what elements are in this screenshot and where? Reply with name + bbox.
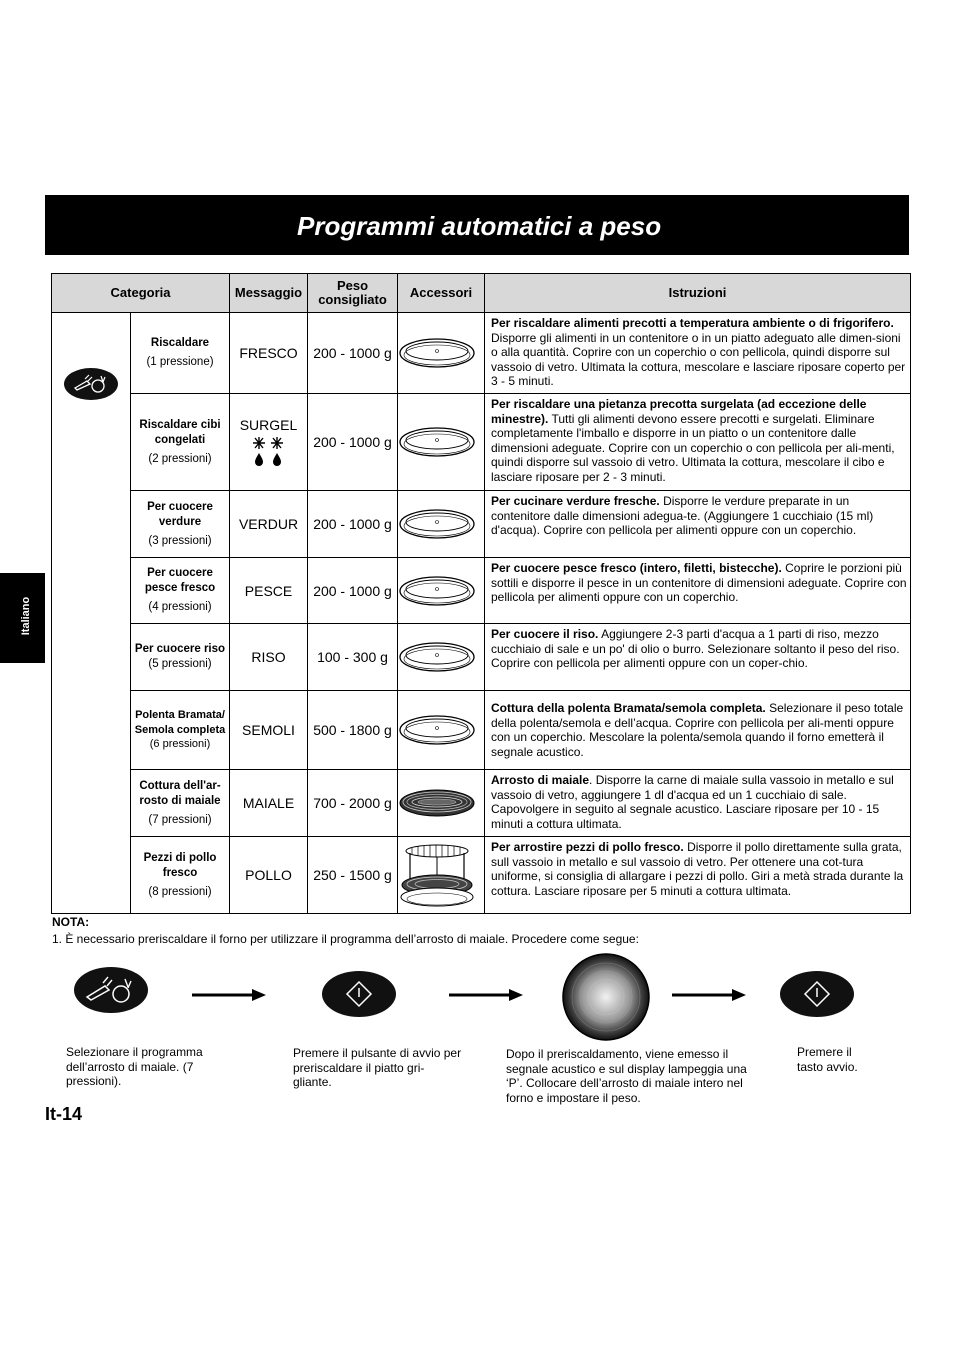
instruction-text: Disporre gli alimenti in un contenitore o in un piatto adeguato alle dimen-sioni o alla quantità. Coprire con un coperchio o con pellicola, quindi disporre sul vassoio di vetro. Ultimata la cottura, mescolare e lasciare riposare coperto per 3 - 5 minuti. xyxy=(491,330,906,388)
table-row xyxy=(52,624,911,691)
glass-tray-icon xyxy=(398,508,476,540)
instruction-text: . Disporre la carne di maiale sulla vassoio in metallo e sul vassoio di vetro, aggiungere 1 dl d'acqua ed un 1 cucchiaio di sale. Capovolgere in seguito al segnale acustico. Lasciare riposare per 10 - 15 minuti a cottura ultimata. xyxy=(491,773,894,831)
table-row xyxy=(52,558,911,624)
accessory-cell xyxy=(398,624,485,691)
category-cell xyxy=(131,394,230,491)
category-cell xyxy=(131,837,230,914)
instruction-title: Per riscaldare alimenti precotti a temperatura ambiente o di frigorifero. xyxy=(491,316,894,330)
instruction-cell xyxy=(485,558,911,624)
instruction-title: Per arrostire pezzi di pollo fresco. xyxy=(491,840,684,854)
table-row xyxy=(52,770,911,837)
programs-table xyxy=(51,273,911,914)
instruction-cell xyxy=(485,691,911,770)
category-name: Polenta Bramata/ Semola completa xyxy=(134,709,226,736)
message-cell: SEMOLI xyxy=(230,691,308,770)
accessory-cell xyxy=(398,394,485,491)
accessory-cell xyxy=(398,691,485,770)
instruction-cell xyxy=(485,624,911,691)
category-cell xyxy=(131,313,230,394)
category-name: Cottura dell'ar-rosto di maiale xyxy=(139,779,221,807)
accessory-cell xyxy=(398,313,485,394)
weight-program-button-icon xyxy=(73,965,149,1015)
instruction-text: Tutti gli alimenti devono essere precotti e surgelati. Eliminare completamente l'imballo e disporre in un piatto o un contenitore dalle dimensioni adeguate. Coprire con un coperchio o con pellicola per ali-menti, quindi disporre sul vassoio di vetro. Ultimata la cottura, mescolare il cibo e lasciare riposare per 2 - 3 minuti. xyxy=(491,411,895,484)
arrow-right-icon xyxy=(192,987,266,1003)
step-2-text: Premere il pulsante di avvio per preriscaldare il piatto gri-gliante. xyxy=(293,1046,462,1089)
instruction-title: Per cuocere il riso. xyxy=(491,627,599,641)
table-row xyxy=(52,691,911,770)
instruction-title: Arrosto di maiale xyxy=(491,773,590,787)
nota-label: NOTA: xyxy=(52,915,90,929)
weight-cell: 700 - 2000 g xyxy=(308,770,398,837)
message-cell: FRESCO xyxy=(230,313,308,394)
weight-cell: 100 - 300 g xyxy=(308,624,398,691)
accessory-cell xyxy=(398,770,485,837)
category-icon-cell xyxy=(52,313,131,914)
category-presses: (2 pressioni) xyxy=(148,452,212,465)
category-cell xyxy=(131,624,230,691)
language-tab-label: Italiano xyxy=(20,596,32,636)
step-3-text: Dopo il preriscaldamento, viene emesso il segnale acustico e sul display lampeggia una ‘P’. Collocare dell’arrosto di maiale intero nel forno e impostare il peso. xyxy=(506,1047,747,1105)
header-messaggio: Messaggio xyxy=(230,274,308,313)
instruction-title: Per riscaldare una pietanza precotta surgelata (ad eccezione delle minestre). xyxy=(491,397,867,426)
header-categoria: Categoria xyxy=(52,274,230,313)
nota-text: 1. È necessario preriscaldare il forno per utilizzare il programma dell’arrosto di maiale. Procedere come segue: xyxy=(52,932,639,946)
arrow-right-icon xyxy=(449,987,523,1003)
category-presses: (4 pressioni) xyxy=(148,601,212,613)
weight-program-icon xyxy=(63,366,130,402)
category-presses: (3 pressioni) xyxy=(148,534,212,547)
start-button-icon xyxy=(321,970,397,1018)
glass-tray-icon xyxy=(398,337,476,369)
message-cell: RISO xyxy=(230,624,308,691)
rack-on-trays-icon xyxy=(398,841,476,909)
header-accessori: Accessori xyxy=(398,274,485,313)
instruction-cell xyxy=(485,770,911,837)
message-text: SURGEL xyxy=(239,417,298,433)
message-cell: VERDUR xyxy=(230,491,308,558)
instruction-text: Coprire le porzioni più sottili e disporre il pesce in un contenitore di dimensioni adeguate. Coprire con pellicola per alimenti oppure con un coperchio. xyxy=(491,561,907,604)
category-name: Per cuocere pesce fresco xyxy=(144,567,216,594)
category-presses: (8 pressioni) xyxy=(148,885,212,898)
category-presses: (1 pressione) xyxy=(146,356,214,368)
weight-cell: 500 - 1800 g xyxy=(308,691,398,770)
page-number: It-14 xyxy=(45,1104,83,1124)
instruction-text: Selezionare il peso totale della polenta/semola e dell’acqua. Coprire con pellicola per ali-menti oppure con un coperchio. Mescolare la polenta/semola quando il forno emetterà il segnale acustico. xyxy=(491,701,904,759)
language-tab xyxy=(0,573,45,663)
category-cell xyxy=(131,691,230,770)
instruction-title: Per cucinare verdure fresche. xyxy=(491,494,660,508)
table-row xyxy=(52,394,911,491)
accessory-cell xyxy=(398,837,485,914)
glass-tray-icon xyxy=(398,575,476,607)
arrow-right-icon xyxy=(672,987,746,1003)
table-row xyxy=(52,837,911,914)
category-cell xyxy=(131,770,230,837)
glass-tray-icon xyxy=(398,641,476,673)
instruction-cell xyxy=(485,837,911,914)
dial-icon xyxy=(562,953,650,1041)
header-istruzioni: Istruzioni xyxy=(485,274,911,313)
instruction-cell xyxy=(485,394,911,491)
page-title: Programmi automatici a peso xyxy=(297,211,662,241)
category-name: Riscaldare cibi congelati xyxy=(139,418,221,446)
start-button-icon xyxy=(779,970,855,1018)
instruction-title: Per cuocere pesce fresco (intero, filetti, bistecche). xyxy=(491,561,782,575)
glass-tray-icon xyxy=(398,426,476,458)
table-row xyxy=(52,313,911,394)
nota-heading xyxy=(52,915,89,929)
table-row xyxy=(52,491,911,558)
snowflake-drops-icon xyxy=(249,435,289,467)
weight-cell: 200 - 1000 g xyxy=(308,313,398,394)
instruction-text: Disporre il pollo direttamente sulla grata, sull vassoio in metallo e sul vassoio di vetro. Per ottenere una cot-tura uniforme, si consiglia di allargare i pezzi di pollo. Giri a metà strada durante la cottura. Lasciare riposare per 5 minuti a cottura ultimata. xyxy=(491,840,904,898)
table-header-row xyxy=(52,274,911,313)
instruction-cell xyxy=(485,491,911,558)
instruction-title: Cottura della polenta Bramata/semola completa. xyxy=(491,701,766,715)
category-name: Riscaldare xyxy=(150,337,210,349)
category-presses: (6 pressioni) xyxy=(149,738,211,750)
instruction-text: Aggiungere 2-3 parti d'acqua a 1 parti di riso, mezzo cucchiaio di sale e un po' di olio o burro. Selezionare soltanto il peso del riso. Coprire con pellicola per alimenti oppure con un coper-chio. xyxy=(491,627,900,670)
weight-cell: 250 - 1500 g xyxy=(308,837,398,914)
category-presses: (5 pressioni) xyxy=(148,658,212,670)
category-presses: (7 pressioni) xyxy=(148,813,212,826)
accessory-cell xyxy=(398,558,485,624)
category-name: Per cuocere verdure xyxy=(147,500,213,528)
weight-cell: 200 - 1000 g xyxy=(308,394,398,491)
metal-tray-icon xyxy=(398,787,476,819)
category-name: Pezzi di pollo fresco xyxy=(143,851,217,879)
accessory-cell xyxy=(398,491,485,558)
category-cell xyxy=(131,558,230,624)
category-name: Per cuocere riso xyxy=(134,643,226,655)
step-1-text: Selezionare il programma dell’arrosto di maiale. (7 pressioni). xyxy=(66,1045,203,1088)
header-peso: Peso consigliato xyxy=(308,274,398,313)
title-bar xyxy=(45,195,909,255)
message-cell: PESCE xyxy=(230,558,308,624)
message-cell: MAIALE xyxy=(230,770,308,837)
message-cell: POLLO xyxy=(230,837,308,914)
step-4-text: Premere il tasto avvio. xyxy=(797,1045,858,1074)
instruction-cell xyxy=(485,313,911,394)
category-cell xyxy=(131,491,230,558)
weight-cell: 200 - 1000 g xyxy=(308,491,398,558)
instruction-text: Disporre le verdure preparate in un contenitore dalle dimensioni adegua-te. (Aggiungere 1 cucchiaio (15 ml) d'acqua). Coprire con pellicola per alimenti oppure con un coperchio. xyxy=(491,494,874,537)
glass-tray-icon xyxy=(398,714,476,746)
message-cell xyxy=(230,394,308,491)
weight-cell: 200 - 1000 g xyxy=(308,558,398,624)
